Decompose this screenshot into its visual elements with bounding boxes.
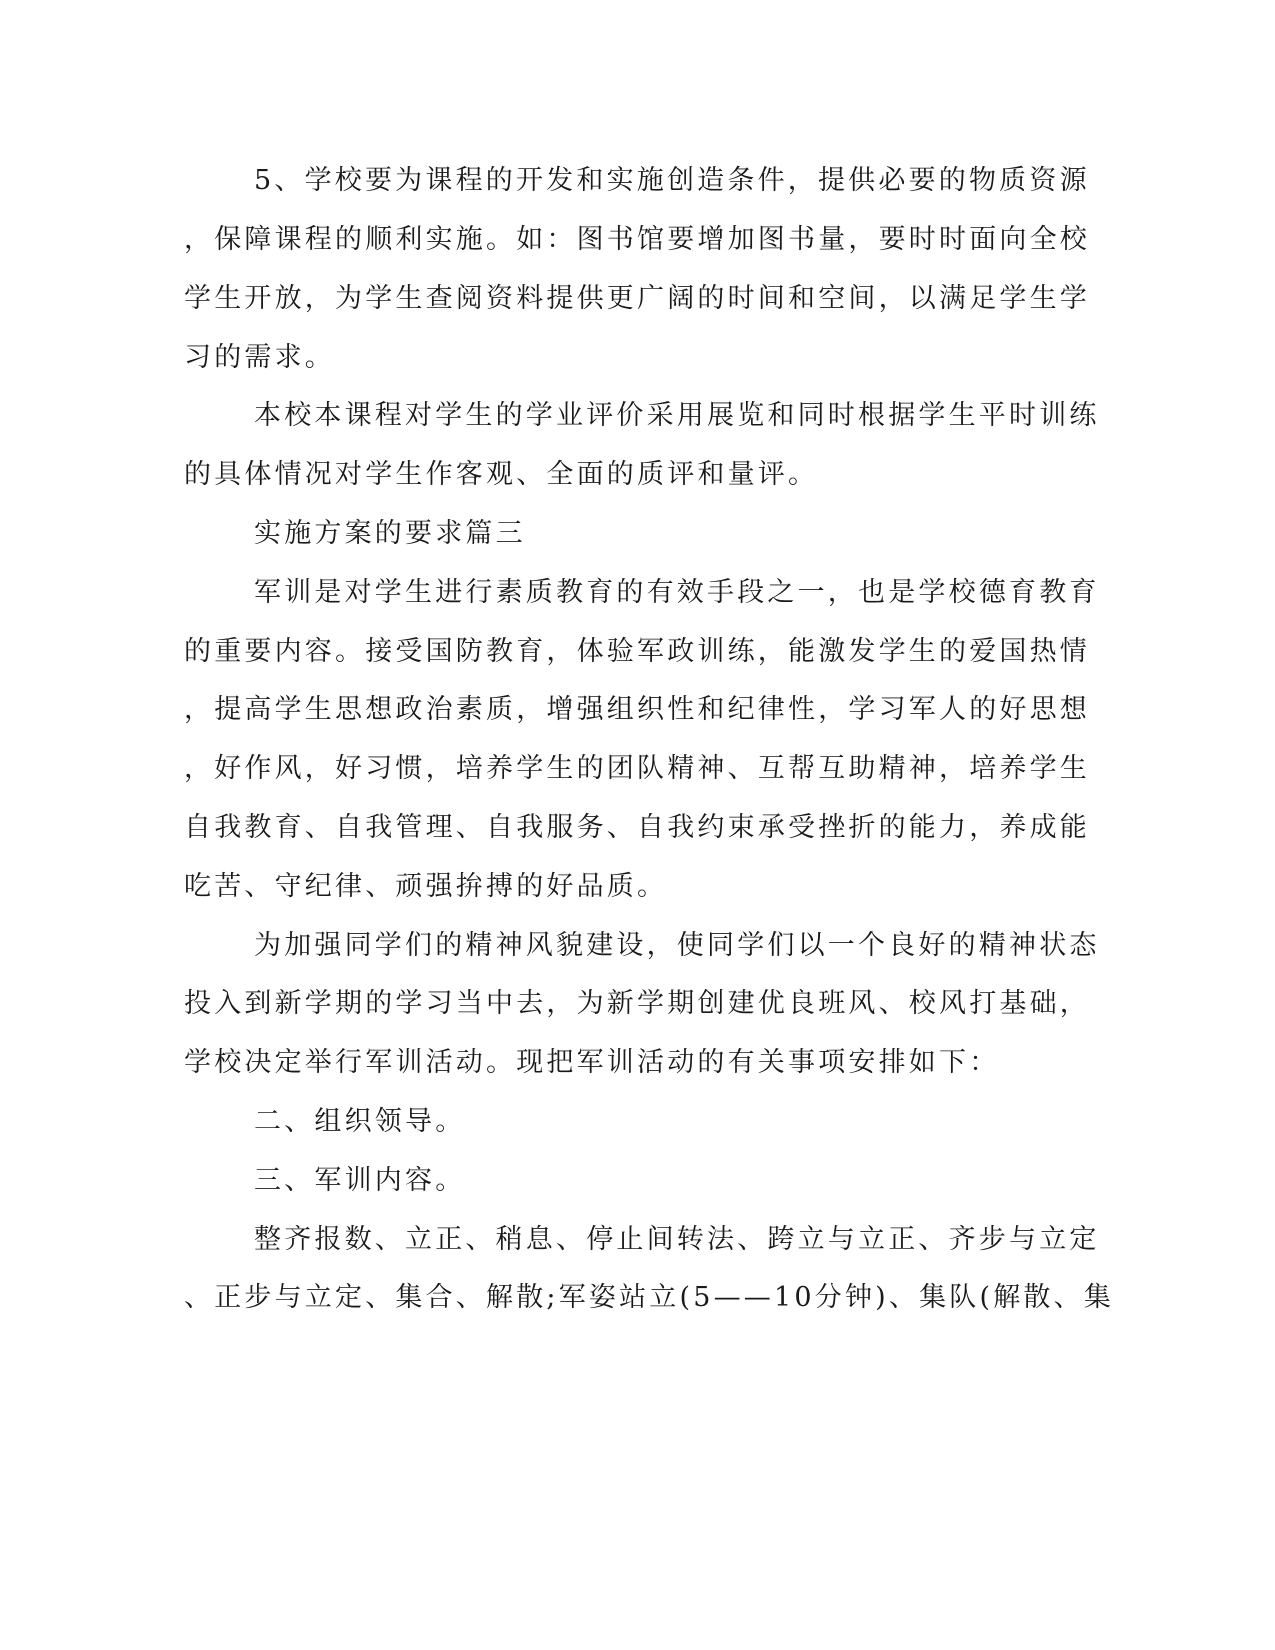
text-line: 吃苦、守纪律、顽强拚搏的好品质。 [184,871,668,902]
text-line: 自我教育、自我管理、自我服务、自我约束承受挫折的能力，养成能 [184,812,1090,843]
text-line: 、正步与立定、集合、解散;军姿站立(5——10分钟)、集队(解散、集 [184,1282,1115,1313]
text-line: 学生开放，为学生查阅资料提供更广阔的时间和空间，以满足学生学 [184,283,1090,314]
text-line: 本校本课程对学生的学业评价采用展览和同时根据学生平时训练 [254,400,1100,431]
text-line: 5、学校要为课程的开发和实施创造条件，提供必要的物质资源 [254,165,1090,196]
section-heading: 实施方案的要求篇三 [254,518,526,549]
text-line: 学校决定举行军训活动。现把军训活动的有关事项安排如下： [184,1047,1000,1078]
text-line: ，保障课程的顺利实施。如：图书馆要增加图书量，要时时面向全校 [184,224,1090,255]
text-line: ，提高学生思想政治素质，增强组织性和纪律性，学习军人的好思想 [184,694,1090,725]
list-heading: 三、军训内容。 [254,1165,466,1196]
text-line: ，好作风，好习惯，培养学生的团队精神、互帮互助精神，培养学生 [184,753,1090,784]
text-line: 的具体情况对学生作客观、全面的质评和量评。 [184,459,819,490]
text-line: 习的需求。 [184,342,335,373]
text-line: 为加强同学们的精神风貌建设，使同学们以一个良好的精神状态 [254,930,1100,961]
text-line: 军训是对学生进行素质教育的有效手段之一，也是学校德育教育 [254,577,1100,608]
text-line: 投入到新学期的学习当中去，为新学期创建优良班风、校风打基础， [184,988,1090,1019]
text-line: 整齐报数、立正、稍息、停止间转法、跨立与立正、齐步与立定 [254,1224,1100,1255]
text-line: 的重要内容。接受国防教育，体验军政训练，能激发学生的爱国热情 [184,636,1090,667]
list-heading: 二、组织领导。 [254,1106,466,1137]
